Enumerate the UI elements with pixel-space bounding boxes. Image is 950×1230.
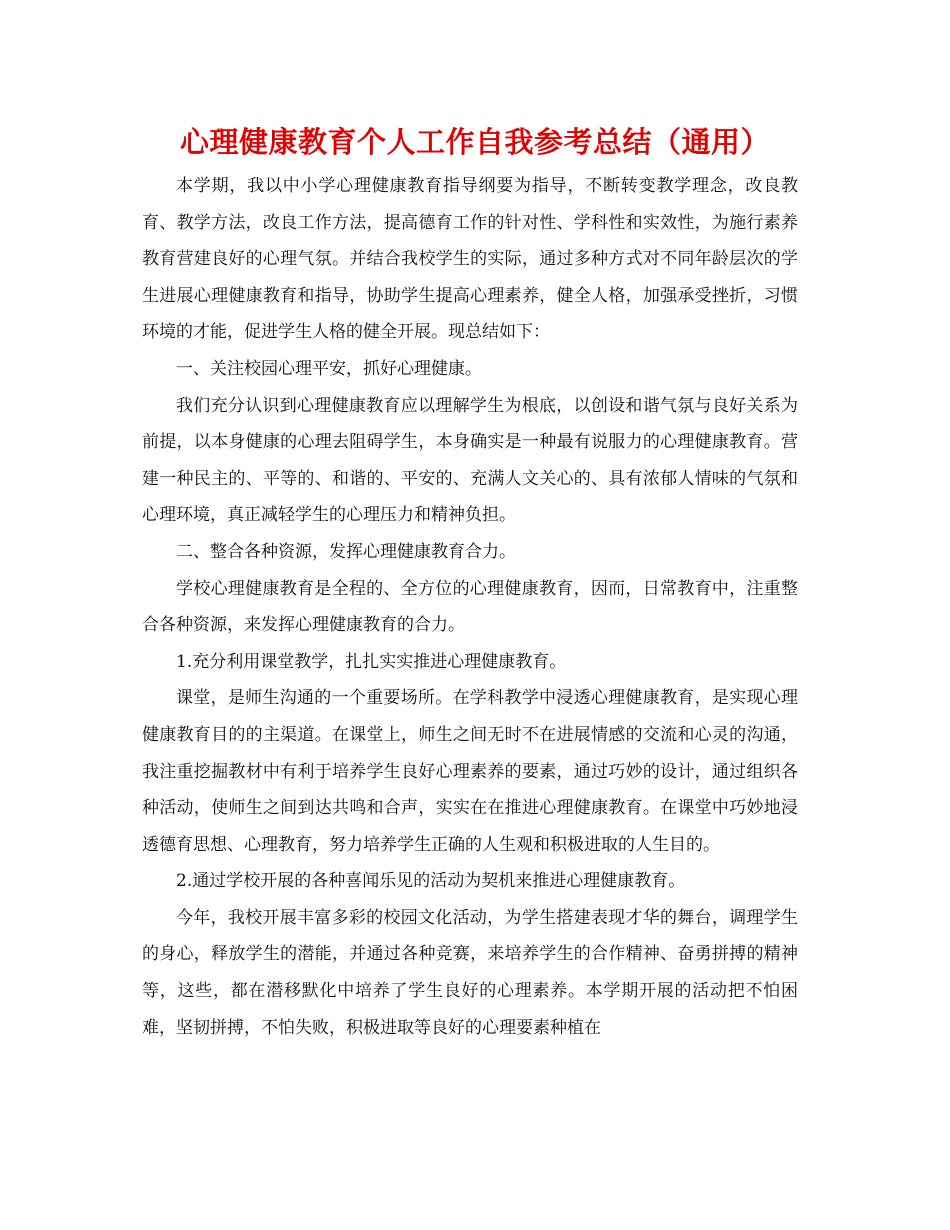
heading-subsection-1: 1.充分利用课堂教学，扎扎实实推进心理健康教育。 [176,651,567,672]
paragraph-section-2: 学校心理健康教育是全程的、全方位的心理健康教育，因而，日常教育中，注重整合各种资源，来发挥心理健康教育的合力。 [142,578,798,636]
paragraph-subsection-2: 今年，我校开展丰富多彩的校园文化活动，为学生搭建表现才华的舞台，调理学生的身心，释放学生的潜能，并通过各种竞赛，来培养学生的合作精神、奋勇拼搏的精神等，这些，都在潜移默化中培养了学生良好的心理素养。本学期开展的活动把不怕困难，坚韧拼搏，不怕失败，积极进取等良好的心理要素种植在 [142,907,798,1038]
heading-section-1: 一、关注校园心理平安，抓好心理健康。 [176,358,482,379]
heading-subsection-2: 2.通过学校开展的各种喜闻乐见的活动为契机来推进心理健康教育。 [176,871,686,892]
document-body [142,168,798,1046]
heading-section-2: 二、整合各种资源，发挥心理健康教育合力。 [176,541,516,562]
document-title: 心理健康教育个人工作自我参考总结（通用） [179,125,770,159]
paragraph-intro: 本学期，我以中小学心理健康教育指导纲要为指导，不断转变教学理念，改良教育、教学方法，改良工作方法，提高德育工作的针对性、学科性和实效性，为施行素养教育营建良好的心理气氛。并结合我校学生的实际，通过多种方式对不同年龄层次的学生进展心理健康教育和指导，协助学生提高心理素养，健全人格，加强承受挫折，习惯环境的才能，促进学生人格的健全开展。现总结如下： [142,176,798,343]
paragraph-subsection-1: 课堂，是师生沟通的一个重要场所。在学科教学中浸透心理健康教育，是实现心理健康教育目的的主渠道。在课堂上，师生之间无时不在进展情感的交流和心灵的沟通，我注重挖掘教材中有利于培养学生良好心理素养的要素，通过巧妙的设计，通过组织各种活动，使师生之间到达共鸣和合声，实实在在推进心理健康教育。在课堂中巧妙地浸透德育思想、心理教育，努力培养学生正确的人生观和积极进取的人生目的。 [142,688,798,855]
paragraph-section-1: 我们充分认识到心理健康教育应以理解学生为根底，以创设和谐气氛与良好关系为前提，以本身健康的心理去阻碍学生，本身确实是一种最有说服力的心理健康教育。营建一种民主的、平等的、和谐的、平安的、充满人文关心的、具有浓郁人情味的气氛和心理环境，真正减轻学生的心理压力和精神负担。 [142,395,798,526]
